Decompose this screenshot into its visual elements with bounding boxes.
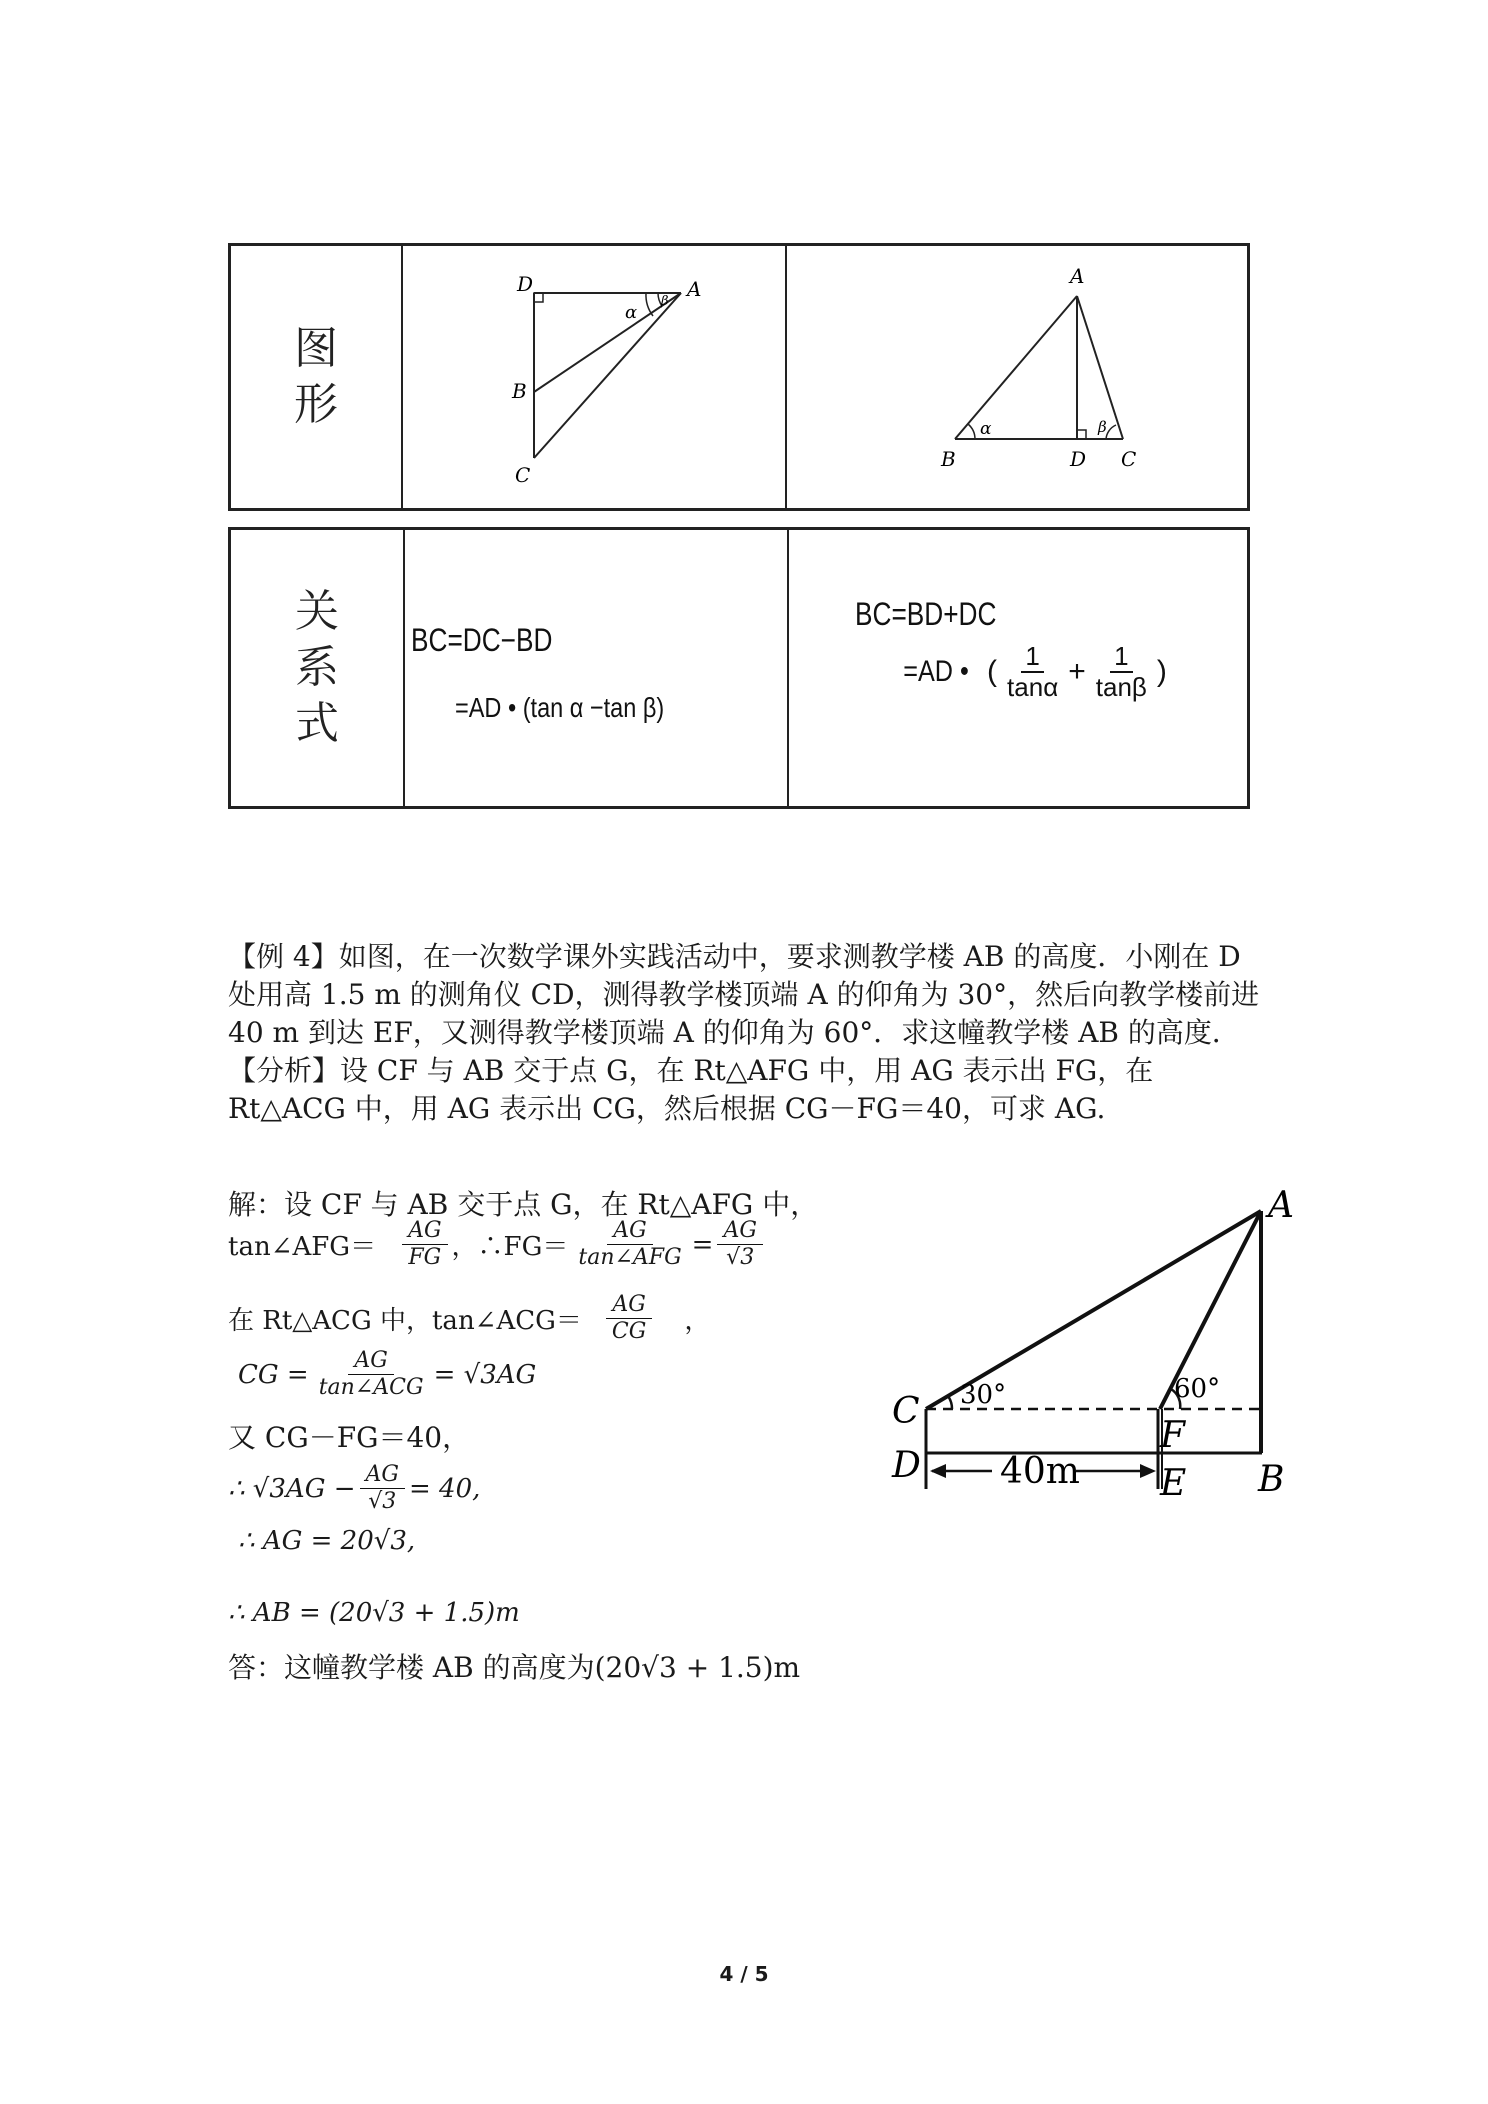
example-problem xyxy=(228,938,1268,1128)
figure-cell-left xyxy=(403,246,787,508)
svg-text:B: B xyxy=(941,447,956,471)
building-height-figure xyxy=(880,1185,1320,1505)
svg-text:30°: 30° xyxy=(960,1380,1007,1410)
svg-text:β: β xyxy=(1098,418,1107,436)
fraction-ag-fg: AG FG xyxy=(402,1218,447,1271)
svg-text:F: F xyxy=(1160,1415,1185,1456)
svg-text:A: A xyxy=(687,277,702,301)
svg-text:α: α xyxy=(625,302,638,323)
relation-right-fraction-beta: $\frac{1}{\tan\beta}$ xyxy=(1095,641,1147,702)
solution-line-4: CG = AG tan∠ACG = √3AG xyxy=(238,1348,537,1400)
solution-line-1: 解：设 CF 与 AB 交于点 G，在 Rt△AFG 中， xyxy=(228,1188,819,1221)
relation-right-plus: + xyxy=(1068,654,1086,688)
relation-left-line1: BC=DC−BD xyxy=(411,622,553,658)
relation-right-line2 xyxy=(897,642,1167,701)
relation-right-prefix: =AD • xyxy=(903,654,969,688)
row-label-text: 图形 xyxy=(294,323,338,430)
svg-text:B: B xyxy=(512,379,527,403)
figure-cell-right xyxy=(787,246,1247,508)
relation-cell-left xyxy=(405,530,789,806)
example-analysis: 【分析】设 CF 与 AB 交于点 G，在 Rt△AFG 中，用 AG 表示出 FG，在 Rt△ACG 中，用 AG 表示出 CG，然后根据 CG－FG＝40，可求 AG. xyxy=(228,1054,1154,1125)
table-row-relations xyxy=(228,527,1250,809)
svg-text:B: B xyxy=(1258,1459,1285,1500)
svg-text:C: C xyxy=(1121,447,1137,471)
fraction-ag-sqrt3: $\frac{AG}{√3}$ xyxy=(717,1218,762,1271)
svg-text:A: A xyxy=(1070,264,1085,288)
fraction-ag-tan-acg: AG tan∠ACG xyxy=(318,1348,424,1400)
example-statement: 【例 4】如图，在一次数学课外实践活动中，要求测教学楼 AB 的高度．小刚在 D 处用高 1.5 m 的测角仪 CD，测得教学楼顶端 A 的仰角为 30°，然后向教学楼前进 40 m 到达 EF，又测得教学楼顶端 A 的仰角为 60°．求这幢教学楼 AB 的高度． xyxy=(228,940,1260,1049)
relation-left-line2: =AD • (tan α −tan β) xyxy=(455,692,665,723)
triangle-figure-left xyxy=(403,246,785,508)
relation-cell-right xyxy=(789,530,1247,806)
table-row-figures xyxy=(228,243,1250,511)
svg-text:C: C xyxy=(515,463,531,487)
relation-right-line1: BC=BD+DC xyxy=(855,596,997,632)
svg-text:A: A xyxy=(1268,1185,1294,1226)
row-label-text: 关系式 xyxy=(295,586,339,749)
svg-text:β: β xyxy=(661,294,669,309)
solution-line-6: ∴ √3AG − $\frac{AG}{√3}$ = 40, xyxy=(228,1462,481,1514)
solution-line-3: 在 Rt△ACG 中，tan∠ACG＝ AG CG ， xyxy=(228,1292,711,1344)
solution-answer: 答：这幢教学楼 AB 的高度为(20√3 + 1.5)m xyxy=(228,1651,801,1684)
svg-text:α: α xyxy=(980,419,992,439)
fraction-ag-cg: AG CG xyxy=(606,1292,652,1345)
fraction-ag-tan-afg: AG tan∠AFG xyxy=(578,1218,682,1270)
relation-right-fraction-alpha: $\frac{1}{\tan\alpha}$ xyxy=(1007,641,1059,702)
svg-text:40m: 40m xyxy=(1000,1451,1080,1492)
solution-line-7: ∴ AG = 20√3, xyxy=(238,1526,416,1556)
svg-text:E: E xyxy=(1160,1463,1187,1504)
triangle-figure-right xyxy=(787,246,1247,508)
solution-line-5: 又 CG－FG＝40， xyxy=(228,1421,471,1454)
row-label-figures xyxy=(231,246,403,508)
svg-text:C: C xyxy=(892,1391,920,1432)
svg-text:D: D xyxy=(1070,447,1087,471)
svg-text:D: D xyxy=(517,272,534,296)
svg-text:60°: 60° xyxy=(1174,1374,1221,1404)
fraction-ag-sqrt3: $\frac{AG}{√3}$ xyxy=(360,1462,405,1515)
solution-line-8: ∴ AB = (20√3 + 1.5)m xyxy=(228,1598,520,1628)
page-number: 4 / 5 xyxy=(719,1962,769,1986)
svg-text:D: D xyxy=(892,1445,921,1486)
solution-line-2: tan∠AFG＝ AG FG ，∴FG＝ AG tan∠AFG = $\frac{AG}{√3}$ xyxy=(228,1218,767,1271)
relation-right-paren-close: ) xyxy=(1156,654,1167,688)
relation-right-paren-open: ( xyxy=(987,654,998,688)
row-label-relations xyxy=(231,530,405,806)
